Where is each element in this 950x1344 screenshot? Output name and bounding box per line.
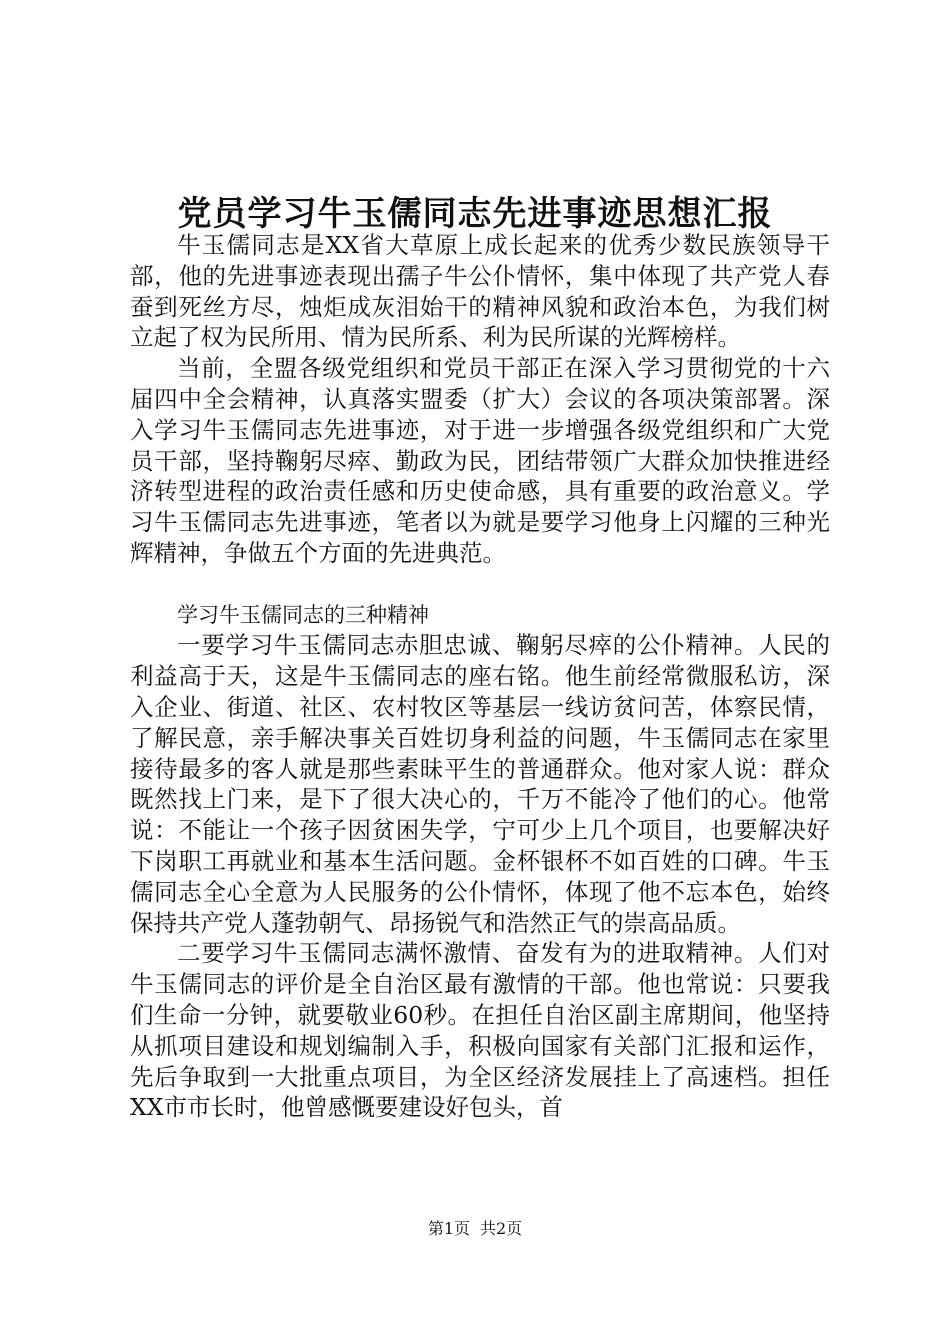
page-number: 第1页 xyxy=(427,1219,470,1238)
document-body xyxy=(130,230,830,1123)
page-total: 共2页 xyxy=(480,1219,523,1238)
section-heading: 学习牛玉儒同志的三种精神 xyxy=(177,602,429,627)
paragraph: 牛玉儒同志是XX省大草原上成长起来的优秀少数民族领导干部，他的先进事迹表现出孺子牛公仆情怀，集中体现了共产党人春蚕到死丝方尽，烛炬成灰泪始干的精神风貌和政治本色，为我们树立起了权为民所用、情为民所系、利为民所谋的光辉榜样。 xyxy=(130,231,830,352)
paragraph: 二要学习牛玉儒同志满怀激情、奋发有为的进取精神。人们对牛玉儒同志的评价是全自治区最有激情的干部。他也常说：只要我们生命一分钟，就要敬业60秒。在担任自治区副主席期间，他坚持从抓项目建设和规划编制入手，积极向国家有关部门汇报和运作，先后争取到一大批重点项目，为全区经济发展挂上了高速档。担任XX市市长时，他曾感慨要建设好包头，首 xyxy=(130,939,830,1122)
page-title: 党员学习牛玉儒同志先进事迹思想汇报 xyxy=(177,194,773,234)
paragraph: 当前，全盟各级党组织和党员干部正在深入学习贯彻党的十六届四中全会精神，认真落实盟委（扩大）会议的各项决策部署。深入学习牛玉儒同志先进事迹，对于进一步增强各级党组织和广大党员干部，坚持鞠躬尽瘁、勤政为民，团结带领广大群众加快推进经济转型进程的政治责任感和历史使命感，具有重要的政治意义。学习牛玉儒同志先进事迹，笔者以为就是要学习他身上闪耀的三种光辉精神，争做五个方面的先进典范。 xyxy=(130,354,830,567)
paragraph: 一要学习牛玉儒同志赤胆忠诚、鞠躬尽瘁的公仆精神。人民的利益高于天，这是牛玉儒同志的座右铭。他生前经常微服私访，深入企业、街道、社区、农村牧区等基层一线访贫问苦，体察民情，了解民意，亲手解决事关百姓切身利益的问题，牛玉儒同志在家里接待最多的客人就是那些素昧平生的普通群众。他对家人说：群众既然找上门来，是下了很大决心的，千万不能冷了他们的心。他常说：不能让一个孩子因贫困失学，宁可少上几个项目，也要解决好下岗职工再就业和基本生活问题。金杯银杯不如百姓的口碑。牛玉儒同志全心全意为人民服务的公仆情怀，体现了他不忘本色，始终保持共产党人蓬勃朝气、昂扬锐气和浩然正气的崇高品质。 xyxy=(130,631,830,937)
page-footer xyxy=(0,1216,950,1239)
